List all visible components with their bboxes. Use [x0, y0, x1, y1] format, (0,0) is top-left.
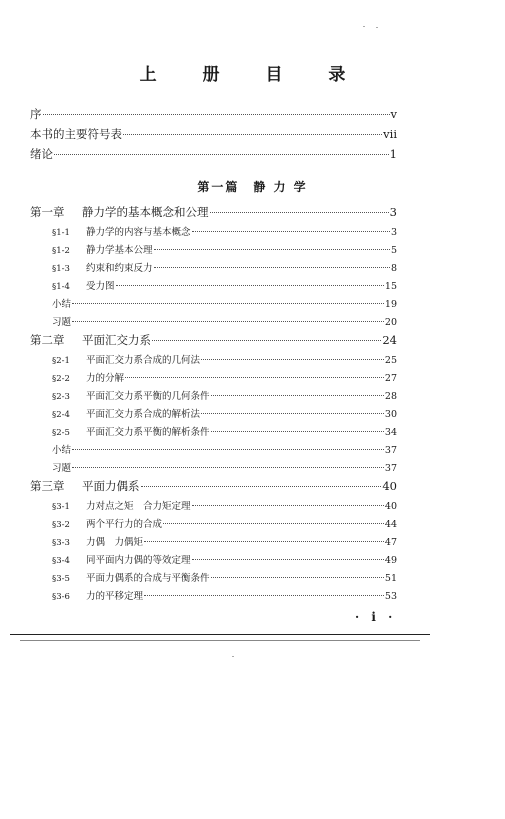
dot-leader — [72, 449, 384, 450]
dot-leader — [211, 431, 384, 432]
toc-summary[interactable] — [52, 296, 397, 310]
toc-entry-preface[interactable] — [30, 106, 397, 122]
section-number: §2-1 — [52, 356, 70, 366]
toc-section[interactable] — [52, 352, 397, 366]
section-title: 小结 — [52, 299, 72, 310]
dot-leader — [144, 541, 384, 542]
page-number-footer: · i · — [355, 610, 397, 624]
section-page: 20 — [384, 317, 397, 328]
dot-leader — [72, 303, 384, 304]
scan-speck — [363, 26, 365, 27]
dot-leader — [116, 285, 384, 286]
bottom-rule-thin — [20, 640, 420, 641]
chapter-number: 第一章 — [30, 205, 65, 219]
toc-entry-label: 序 — [30, 107, 42, 121]
toc-entry-page: v — [390, 107, 397, 121]
toc-section[interactable] — [52, 424, 397, 438]
section-title: 平面汇交力系合成的解析法 — [86, 409, 201, 420]
toc-entry-page: 1 — [389, 147, 397, 161]
toc-entry-introduction[interactable] — [30, 146, 397, 162]
section-page: 25 — [384, 355, 397, 366]
toc-section[interactable] — [52, 570, 397, 584]
toc-entry-label: 本书的主要符号表 — [30, 127, 122, 141]
dot-leader — [72, 321, 384, 322]
toc-section[interactable] — [52, 224, 397, 238]
dot-leader — [192, 559, 384, 560]
scan-speck — [232, 656, 234, 657]
section-page: 40 — [384, 501, 397, 512]
scan-speck — [376, 27, 378, 28]
toc-section[interactable] — [52, 388, 397, 402]
section-title: 约束和约束反力 — [86, 263, 153, 274]
toc-exercises[interactable] — [52, 460, 397, 474]
toc-section[interactable] — [52, 534, 397, 548]
section-number: §3-1 — [52, 502, 70, 512]
section-page: 49 — [384, 555, 397, 566]
section-number: §2-2 — [52, 374, 70, 384]
dot-leader — [141, 486, 382, 487]
dot-leader — [54, 154, 389, 155]
dot-leader — [123, 134, 382, 135]
section-number: §3-5 — [52, 574, 70, 584]
section-title: 平面汇交力系合成的几何法 — [86, 355, 201, 366]
chapter-title: 平面汇交力系 — [82, 333, 151, 347]
section-number: §1-4 — [52, 282, 70, 292]
dot-leader — [211, 577, 384, 578]
toc-entry-symbols[interactable] — [30, 126, 397, 142]
section-title: 受力图 — [86, 281, 115, 292]
section-page: 5 — [390, 245, 397, 256]
section-title: 平面力偶系的合成与平衡条件 — [86, 573, 210, 584]
section-title: 平面汇交力系平衡的解析条件 — [86, 427, 210, 438]
toc-exercises[interactable] — [52, 314, 397, 328]
section-page: 30 — [384, 409, 397, 420]
chapter-number: 第三章 — [30, 479, 65, 493]
toc-section[interactable] — [52, 370, 397, 384]
toc-entry-page: vii — [383, 127, 397, 141]
chapter-title: 静力学的基本概念和公理 — [82, 205, 209, 219]
dot-leader — [201, 413, 384, 414]
chapter-title: 平面力偶系 — [82, 479, 140, 493]
chapter-page: 3 — [389, 205, 397, 219]
section-page: 28 — [384, 391, 397, 402]
section-page: 34 — [384, 427, 397, 438]
section-number: §2-3 — [52, 392, 70, 402]
chapter-page: 40 — [382, 479, 397, 493]
dot-leader — [144, 595, 384, 596]
dot-leader — [72, 467, 384, 468]
section-number: §3-4 — [52, 556, 70, 566]
section-number: §3-3 — [52, 538, 70, 548]
section-number: §3-2 — [52, 520, 70, 530]
section-number: §2-4 — [52, 410, 70, 420]
section-number: §3-6 — [52, 592, 70, 602]
section-page: 37 — [384, 445, 397, 456]
section-number: §1-3 — [52, 264, 70, 274]
toc-section[interactable] — [52, 278, 397, 292]
chapter-number: 第二章 — [30, 333, 65, 347]
section-page: 3 — [390, 227, 397, 238]
section-number: §1-1 — [52, 228, 70, 238]
section-title: 习题 — [52, 463, 72, 474]
section-title: 平面汇交力系平衡的几何条件 — [86, 391, 210, 402]
section-title: 两个平行力的合成 — [86, 519, 163, 530]
dot-leader — [43, 114, 390, 115]
toc-section[interactable] — [52, 588, 397, 602]
section-page: 47 — [384, 537, 397, 548]
section-title: 力对点之矩 合力矩定理 — [86, 501, 191, 512]
section-page: 19 — [384, 299, 397, 310]
dot-leader — [154, 249, 390, 250]
toc-section[interactable] — [52, 406, 397, 420]
toc-section[interactable] — [52, 552, 397, 566]
section-title: 静力学的内容与基本概念 — [86, 227, 191, 238]
section-title: 小结 — [52, 445, 72, 456]
toc-chapter-2[interactable] — [30, 332, 397, 348]
toc-section[interactable] — [52, 260, 397, 274]
section-page: 27 — [384, 373, 397, 384]
toc-section[interactable] — [52, 242, 397, 256]
dot-leader — [125, 377, 384, 378]
section-page: 15 — [384, 281, 397, 292]
toc-summary[interactable] — [52, 442, 397, 456]
section-page: 44 — [384, 519, 397, 530]
section-page: 53 — [384, 591, 397, 602]
section-number: §2-5 — [52, 428, 70, 438]
section-page: 8 — [390, 263, 397, 274]
bottom-rule — [10, 634, 430, 635]
toc-section[interactable] — [52, 498, 397, 512]
section-title: 力的平移定理 — [86, 591, 144, 602]
section-title: 力偶 力偶矩 — [86, 537, 144, 548]
dot-leader — [154, 267, 390, 268]
section-title: 同平面内力偶的等效定理 — [86, 555, 191, 566]
section-page: 37 — [384, 463, 397, 474]
dot-leader — [163, 523, 384, 524]
toc-section[interactable] — [52, 516, 397, 530]
dot-leader — [192, 505, 384, 506]
section-title: 力的分解 — [86, 373, 125, 384]
section-title: 习题 — [52, 317, 72, 328]
section-page: 51 — [384, 573, 397, 584]
section-number: §1-2 — [52, 246, 70, 256]
dot-leader — [211, 395, 384, 396]
dot-leader — [201, 359, 384, 360]
dot-leader — [210, 212, 389, 213]
toc-entry-label: 绪论 — [30, 147, 53, 161]
toc-chapter-3[interactable] — [30, 478, 397, 494]
toc-chapter-1[interactable] — [30, 204, 397, 220]
section-title: 静力学基本公理 — [86, 245, 153, 256]
dot-leader — [152, 340, 381, 341]
chapter-page: 24 — [382, 333, 397, 347]
page-title: 上 册 目 录 — [139, 65, 366, 85]
part-heading: 第一篇 静 力 学 — [197, 180, 308, 194]
dot-leader — [192, 231, 390, 232]
